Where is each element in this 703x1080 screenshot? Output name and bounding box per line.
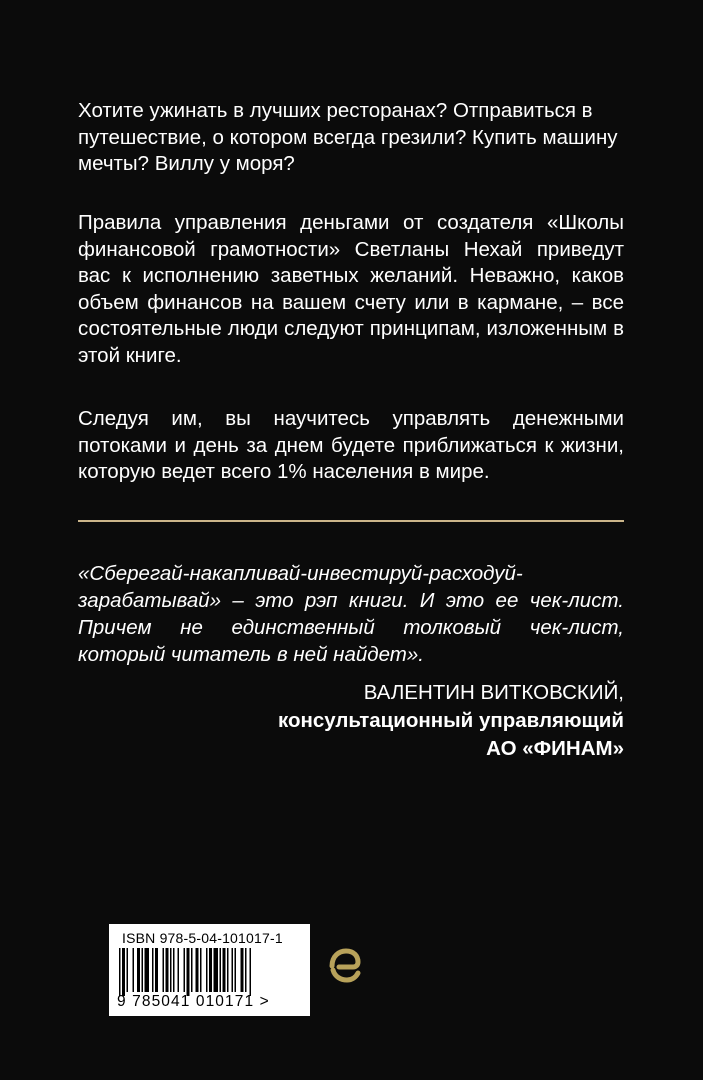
barcode-digits: 9 785041 010171 > xyxy=(117,993,270,1010)
isbn-barcode xyxy=(109,924,310,1016)
isbn-label: ISBN 978-5-04-101017-1 xyxy=(122,930,283,946)
eksmo-e-logo-icon xyxy=(324,945,364,985)
review-author-company: АО «ФИНАМ» xyxy=(486,737,624,760)
blurb-paragraph-3: Следуя им, вы научитесь управлять денежными потоками и день за днем будете приближаться к жизни, которую ведет всего 1% населения в мире. xyxy=(78,407,624,483)
review-author-position: консультационный управляющий xyxy=(277,709,624,732)
review-author-name: ВАЛЕНТИН ВИТКОВСКИЙ, xyxy=(363,681,624,704)
section-divider xyxy=(78,520,624,522)
barcode-bars xyxy=(119,948,301,996)
blurb-paragraph-1: Хотите ужинать в лучших ресторанах? Отправиться в путешествие, о котором всегда грезили? Купить машину мечты? Виллу у моря? xyxy=(78,99,618,175)
blurb-paragraph-2: Правила управления деньгами от создателя «Школы финансовой грамотности» Светланы Нехай приведут вас к исполнению заветных желаний. Неважно, каков объем финансов на вашем счету или в кармане, – все состоятельные люди следуют принципам, изложенным в этой книге. xyxy=(78,211,624,367)
review-quote: «Сберегай-накапливай-инвестируй-расходуй-зарабатывай» – это рэп книги. И это ее чек-лист. Причем не единственный толковый чек-лист, который читатель в ней найдет». xyxy=(78,562,624,666)
